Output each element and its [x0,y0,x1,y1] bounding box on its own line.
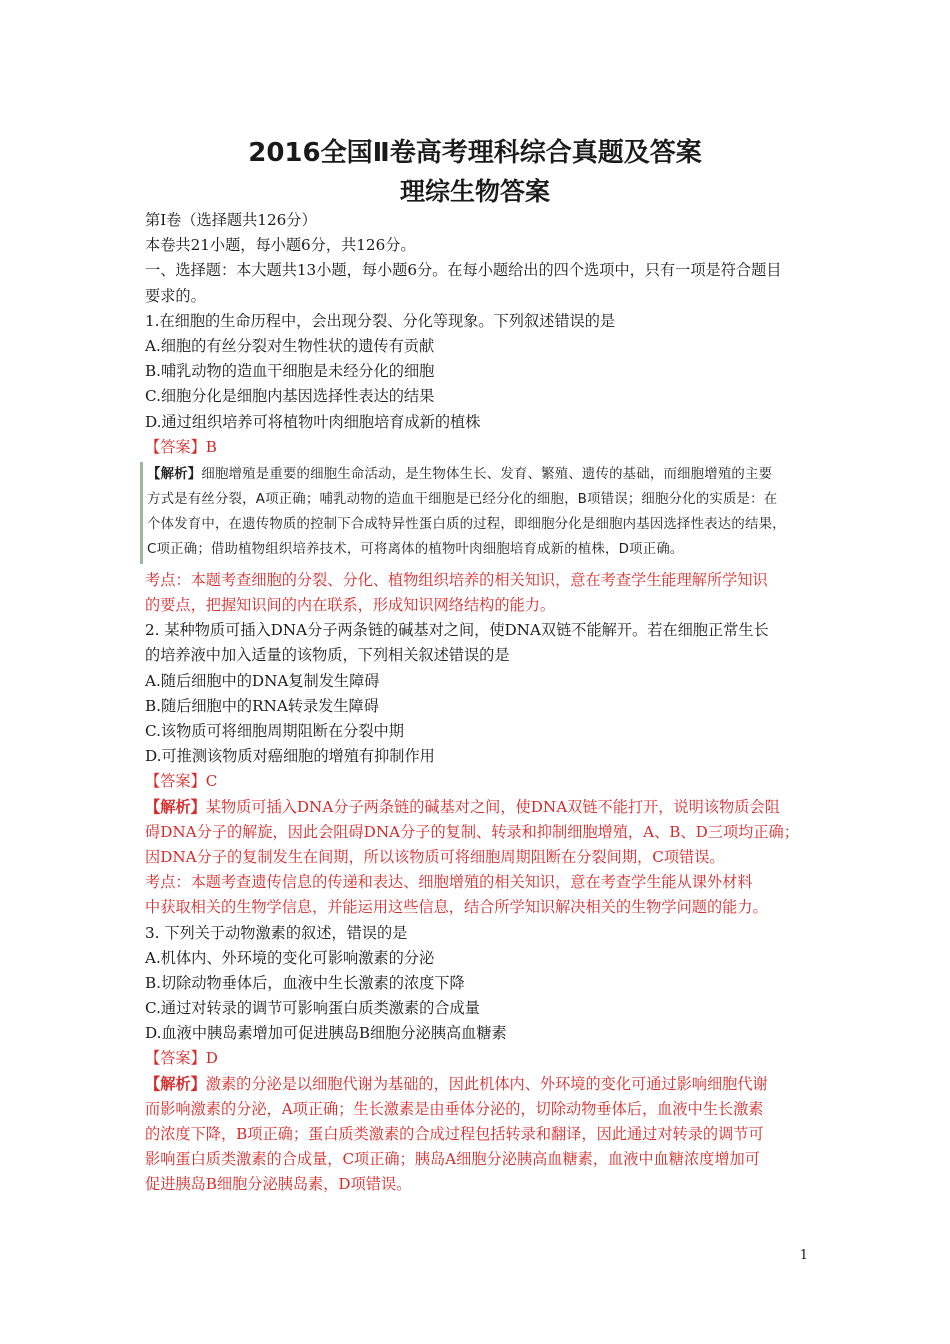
question-2-option-b: B.随后细胞中的RNA转录发生障碍 [145,696,379,715]
section-header: 第Ⅰ卷（选择题共126分） [145,211,317,229]
question-1-analysis-image [140,462,815,564]
question-3-analysis: 的浓度下降，B项正确；蛋白质类激素的合成过程包括转录和翻译，因此通过对转录的调节可 [145,1125,764,1143]
question-2-analysis: 因DNA分子的复制发生在间期，所以该物质可将细胞周期阻断在分裂间期，C项错误。 [145,847,725,866]
analysis-label: 【解析】 [147,466,202,482]
question-3-analysis: 影响蛋白质类激素的合成量，C项正确；胰岛A细胞分泌胰高血糖素，血液中血糖浓度增加可 [145,1150,760,1169]
question-3-option-a: A.机体内、外环境的变化可影响激素的分泌 [145,948,435,967]
question-2-kaodian: 考点：本题考查遗传信息的传递和表达、细胞增殖的相关知识，意在考查学生能从课外材料 [145,873,753,892]
question-3-option-c: C.通过对转录的调节可影响蛋白质类激素的合成量 [145,999,480,1018]
document-title: 2016全国Ⅱ卷高考理科综合真题及答案 [248,138,702,168]
question-2-analysis: 碍DNA分子的解旋，因此会阻碍DNA分子的复制、转录和抑制细胞增殖，A、B、D三项均正确； [145,822,799,841]
question-2-stem: 2. 某种物质可插入DNA分子两条链的碱基对之间，使DNA双链不能解开。若在细胞正常生长 [145,621,769,640]
analysis-image-line: C项正确；借助植物组织培养技术，可将离体的植物叶肉细胞培育成新的植株，D项正确。 [147,541,684,557]
question-3-option-d: D.血液中胰岛素增加可促进胰岛B细胞分泌胰高血糖素 [145,1024,507,1043]
question-1-option-b: B.哺乳动物的造血干细胞是未经分化的细胞 [145,362,435,381]
analysis-label: 【解析】 [145,797,206,816]
question-2-stem: 的培养液中加入适量的该物质，下列相关叙述错误的是 [145,646,510,665]
analysis-image-line: 个体发育中，在遗传物质的控制下合成特异性蛋白质的过程，即细胞分化是细胞内基因选择性表达的结果， [147,516,786,532]
question-1-stem: 1.在细胞的生命历程中，会出现分裂、分化等现象。下列叙述错误的是 [145,311,616,330]
question-3-analysis: 【解析】激素的分泌是以细胞代谢为基础的，因此机体内、外环境的变化可通过影响细胞代谢 [145,1074,768,1093]
question-1-kaodian: 的要点，把握知识间的内在联系，形成知识网络结构的能力。 [145,596,556,615]
instructions-line: 一、选择题：本大题共13小题，每小题6分。在每小题给出的四个选项中，只有一项是符合题目 [145,261,782,280]
question-1-answer: 【答案】B [145,437,217,456]
document-body [145,208,817,1198]
analysis-label: 【解析】 [145,1074,206,1093]
question-3-analysis: 促进胰岛B细胞分泌胰岛素，D项错误。 [145,1175,412,1194]
question-2-analysis: 【解析】某物质可插入DNA分子两条链的碱基对之间，使DNA双链不能打开，说明该物质会阻 [145,797,780,816]
analysis-image-line: 方式是有丝分裂，A项正确；哺乳动物的造血干细胞是已经分化的细胞，B项错误；细胞分化的实质是：在 [147,491,778,507]
question-3-answer: 【答案】D [145,1049,218,1068]
question-3-analysis: 而影响激素的分泌，A项正确；生长激素是由垂体分泌的，切除动物垂体后，血液中生长激素 [145,1099,764,1118]
page-number: 1 [799,1248,808,1263]
question-2-option-a: A.随后细胞中的DNA复制发生障碍 [145,671,380,690]
question-3-stem: 3. 下列关于动物激素的叙述，错误的是 [145,923,408,942]
question-2-kaodian: 中获取相关的生物学信息，并能运用这些信息，结合所学知识解决相关的生物学问题的能力。 [145,898,768,917]
question-1-option-a: A.细胞的有丝分裂对生物性状的遗传有贡献 [145,336,435,355]
section-note: 本卷共21小题，每小题6分，共126分。 [145,236,416,255]
question-2-option-d: D.可推测该物质对癌细胞的增殖有抑制作用 [145,747,435,766]
question-2-answer: 【答案】C [145,772,218,791]
document-subtitle: 理综生物答案 [399,177,550,206]
instructions-line: 要求的。 [145,286,206,305]
analysis-image-line: 【解析】细胞增殖是重要的细胞生命活动，是生物体生长、发育、繁殖、遗传的基础，而细胞增殖的主要 [147,466,773,482]
question-2-option-c: C.该物质可将细胞周期阻断在分裂中期 [145,722,404,740]
question-1-kaodian: 考点：本题考查细胞的分裂、分化、植物组织培养的相关知识，意在考查学生能理解所学知识 [145,570,768,589]
question-1-option-c: C.细胞分化是细胞内基因选择性表达的结果 [145,387,435,406]
question-3-option-b: B.切除动物垂体后，血液中生长激素的浓度下降 [145,973,465,992]
question-1-option-d: D.通过组织培养可将植物叶肉细胞培育成新的植株 [145,412,481,431]
